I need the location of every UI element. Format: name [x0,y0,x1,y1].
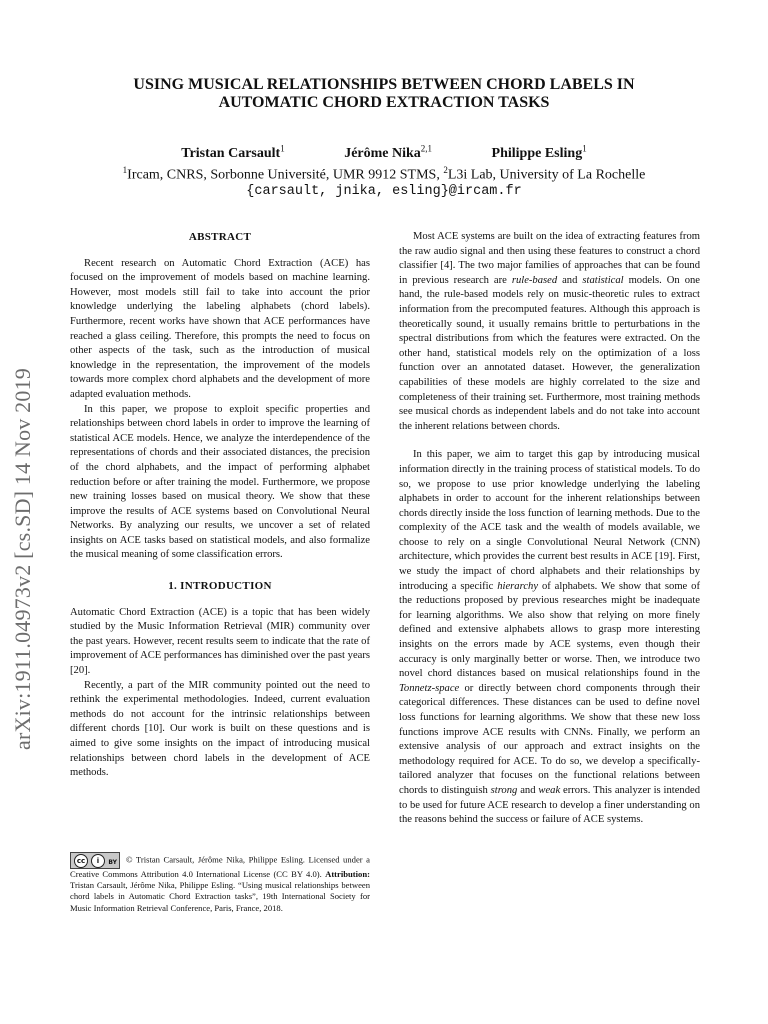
author-2-affiliation: 2,1 [420,143,433,153]
intro-paragraph-4 [399,448,700,827]
text-run: of alphabets. We show that some of the reductions proposed by previous researches might be inadequate for learning algorithms. We also show that relying on more finely defined and extensive alphabets allows to grasp more interesting insights on the errors made by ACE systems, even though their accuracy is only marginally better or worse. Then, we introduce two novel chord distances based on musical relationships found in the [399,580,700,680]
text-run: or directly between chord components through their categorical differences. These distances can be used to define novel loss functions for learning algorithms. We show that these new loss functions improve ACE results with CNNs. Finally, we perform an extensive analysis of our approach and extract insights on the methodology required for ACE. To do so, we develop a specifically-tailored analyzer that focuses on the functional relations between chords to distinguish [399,682,700,796]
author-2 [344,143,433,161]
author-emails: {carsault, jnika, esling}@ircam.fr [246,184,522,200]
affiliations [60,162,708,184]
attribution-label: Attribution: [325,869,370,879]
emphasis-statistical: statistical [582,274,624,286]
author-3-name: Philippe Esling [491,145,583,161]
emphasis-strong: strong [490,784,518,796]
author-3-affiliation: 1 [582,143,587,153]
paper-title [60,76,708,112]
cc-by-badge-icon [70,852,120,869]
attribution-icon: i [91,854,105,868]
text-run: errors. This analyzer is intended to be used for future ACE research to develop a finer understanding on the reasons behind the success or failure of ACE systems. [399,784,700,826]
text-run: and [557,274,583,286]
title-line-1: USING MUSICAL RELATIONSHIPS BETWEEN CHORD LABELS IN [133,76,635,93]
intro-paragraph-3 [399,230,700,434]
introduction-heading: 1. INTRODUCTION [168,580,272,593]
cc-icon: cc [74,854,88,868]
affiliation-2-text: L3i Lab, University of La Rochelle [447,167,646,183]
emphasis-hierarchy: hierarchy [497,580,539,592]
text-run: In this paper, we aim to target this gap by introducing musical information directly in the training process of statistical models. To do so, we propose to use prior knowledge underlying the labeling alphabets in order to account for the inherent relationships between chords directly inside the loss function of learning methods. Due to the complexity of the ACE task and the wealth of models available, we choose to rely on a single Convolutional Neural Network (CNN) architecture, which provides the current best results in ACE [19]. First, we study the impact of chord alphabets and their relationships by introducing a specific [399,449,700,592]
attribution-text: Tristan Carsault, Jérôme Nika, Philippe Esling. “Using musical relationships between chord labels in Automatic Chord Extraction tasks”, 19th International Society for Music Information Retrieval Conference, Paris, France, 2018. [70,880,370,913]
affiliation-1-marker: 1 [122,164,128,175]
emphasis-rule-based: rule-based [511,274,558,286]
author-1 [181,143,285,161]
right-column [399,230,700,828]
affiliation-1-text: Ircam, CNRS, Sorbonne Université, UMR 9912 STMS, [127,167,444,183]
affiliation-2-marker: 2 [443,164,448,175]
license-text: © Tristan Carsault, Jérôme Nika, Philippe Esling. Licensed under a Creative Commons Attribution 4.0 International License (CC BY 4.0). [70,854,370,879]
abstract-heading: ABSTRACT [188,231,252,243]
emphasis-tonnetz-space: Tonnetz-space [399,682,460,694]
license-footnote [70,852,370,914]
author-1-name: Tristan Carsault [181,145,281,161]
author-3 [491,143,587,161]
text-run: Most ACE systems are built on the idea of extracting features from the raw audio signal and then using these features to construct a chord classifier [4]. The two major families of approaches that can be found in previous research are [399,231,700,286]
author-names [60,140,708,162]
abstract-paragraph-2: In this paper, we propose to exploit specific properties and relationships between chord labels in order to improve the learning of statistical ACE models. Hence, we analyze the interdependence of the representations of chords and their associated distances, the precision of the chord alphabets, and the impact of performing alphabet reduction before or after training the model. Furthermore, we propose new training losses based on musical theory. We show that these improve the results of ACE systems based on Convolutional Neural Networks. By analyzing our results, we uncover a set of related insights on ACE tasks based on statistical models, and also formalize the musical meaning of some classification errors. [70,403,370,561]
arxiv-identifier: arXiv:1911.04973v2 [cs.SD] 14 Nov 2019 [10,368,35,750]
abstract-paragraph-1: Recent research on Automatic Chord Extraction (ACE) has focused on the improvement of models based on machine learning. However, most models still fail to take into account the prior knowledge underlying the labeling alphabets (chord labels). Furthermore, recent works have shown that ACE performances have reached a glass ceiling. Therefore, this prompts the need to focus on other aspects of the task, such as the introduction of musical knowledge in the representation, the improvement of the models towards more complex chord alphabets and the development of more adapted evaluation methods. [70,257,370,400]
by-label: BY [108,858,117,866]
intro-paragraph-1: Automatic Chord Extraction (ACE) is a topic that has been widely studied by the Music Information Retrieval (MIR) community over the past years. However, recent results seem to indicate that the rate of improvement of ACE performances has diminished over the past years [20]. [70,606,370,677]
left-column [70,230,370,781]
text-run: models. On one hand, the rule-based models rely on music-theoretic rules to extract information from the precomputed features. Although this approach is theoretically sound, it usually remains brittle to perturbations in the spectral distributions from which the features were extracted. On the other hand, statistical models rely on the optimization of a loss function over an annotated dataset. However, the generalization capabilities of these models are highly correlated to the size and completeness of their training set. Furthermore, most training methods see musical chords as independent labels and do not take into account the inherent relations between chords. [399,274,700,432]
author-2-name: Jérôme Nika [344,145,421,161]
text-run: and [517,784,539,796]
intro-paragraph-2: Recently, a part of the MIR community pointed out the need to rethink the experimental methodologies. Indeed, current evaluation methods do not account for the intrinsic relationships between different chords [10]. Our work is built on these questions and is aimed to give some insights on the impact of introducing musical relationships between chord labels in the development of ACE methods. [70,679,370,779]
author-1-affiliation: 1 [280,143,285,153]
author-block [60,140,708,200]
emphasis-weak: weak [538,784,561,796]
title-line-2: AUTOMATIC CHORD EXTRACTION TASKS [218,94,550,111]
